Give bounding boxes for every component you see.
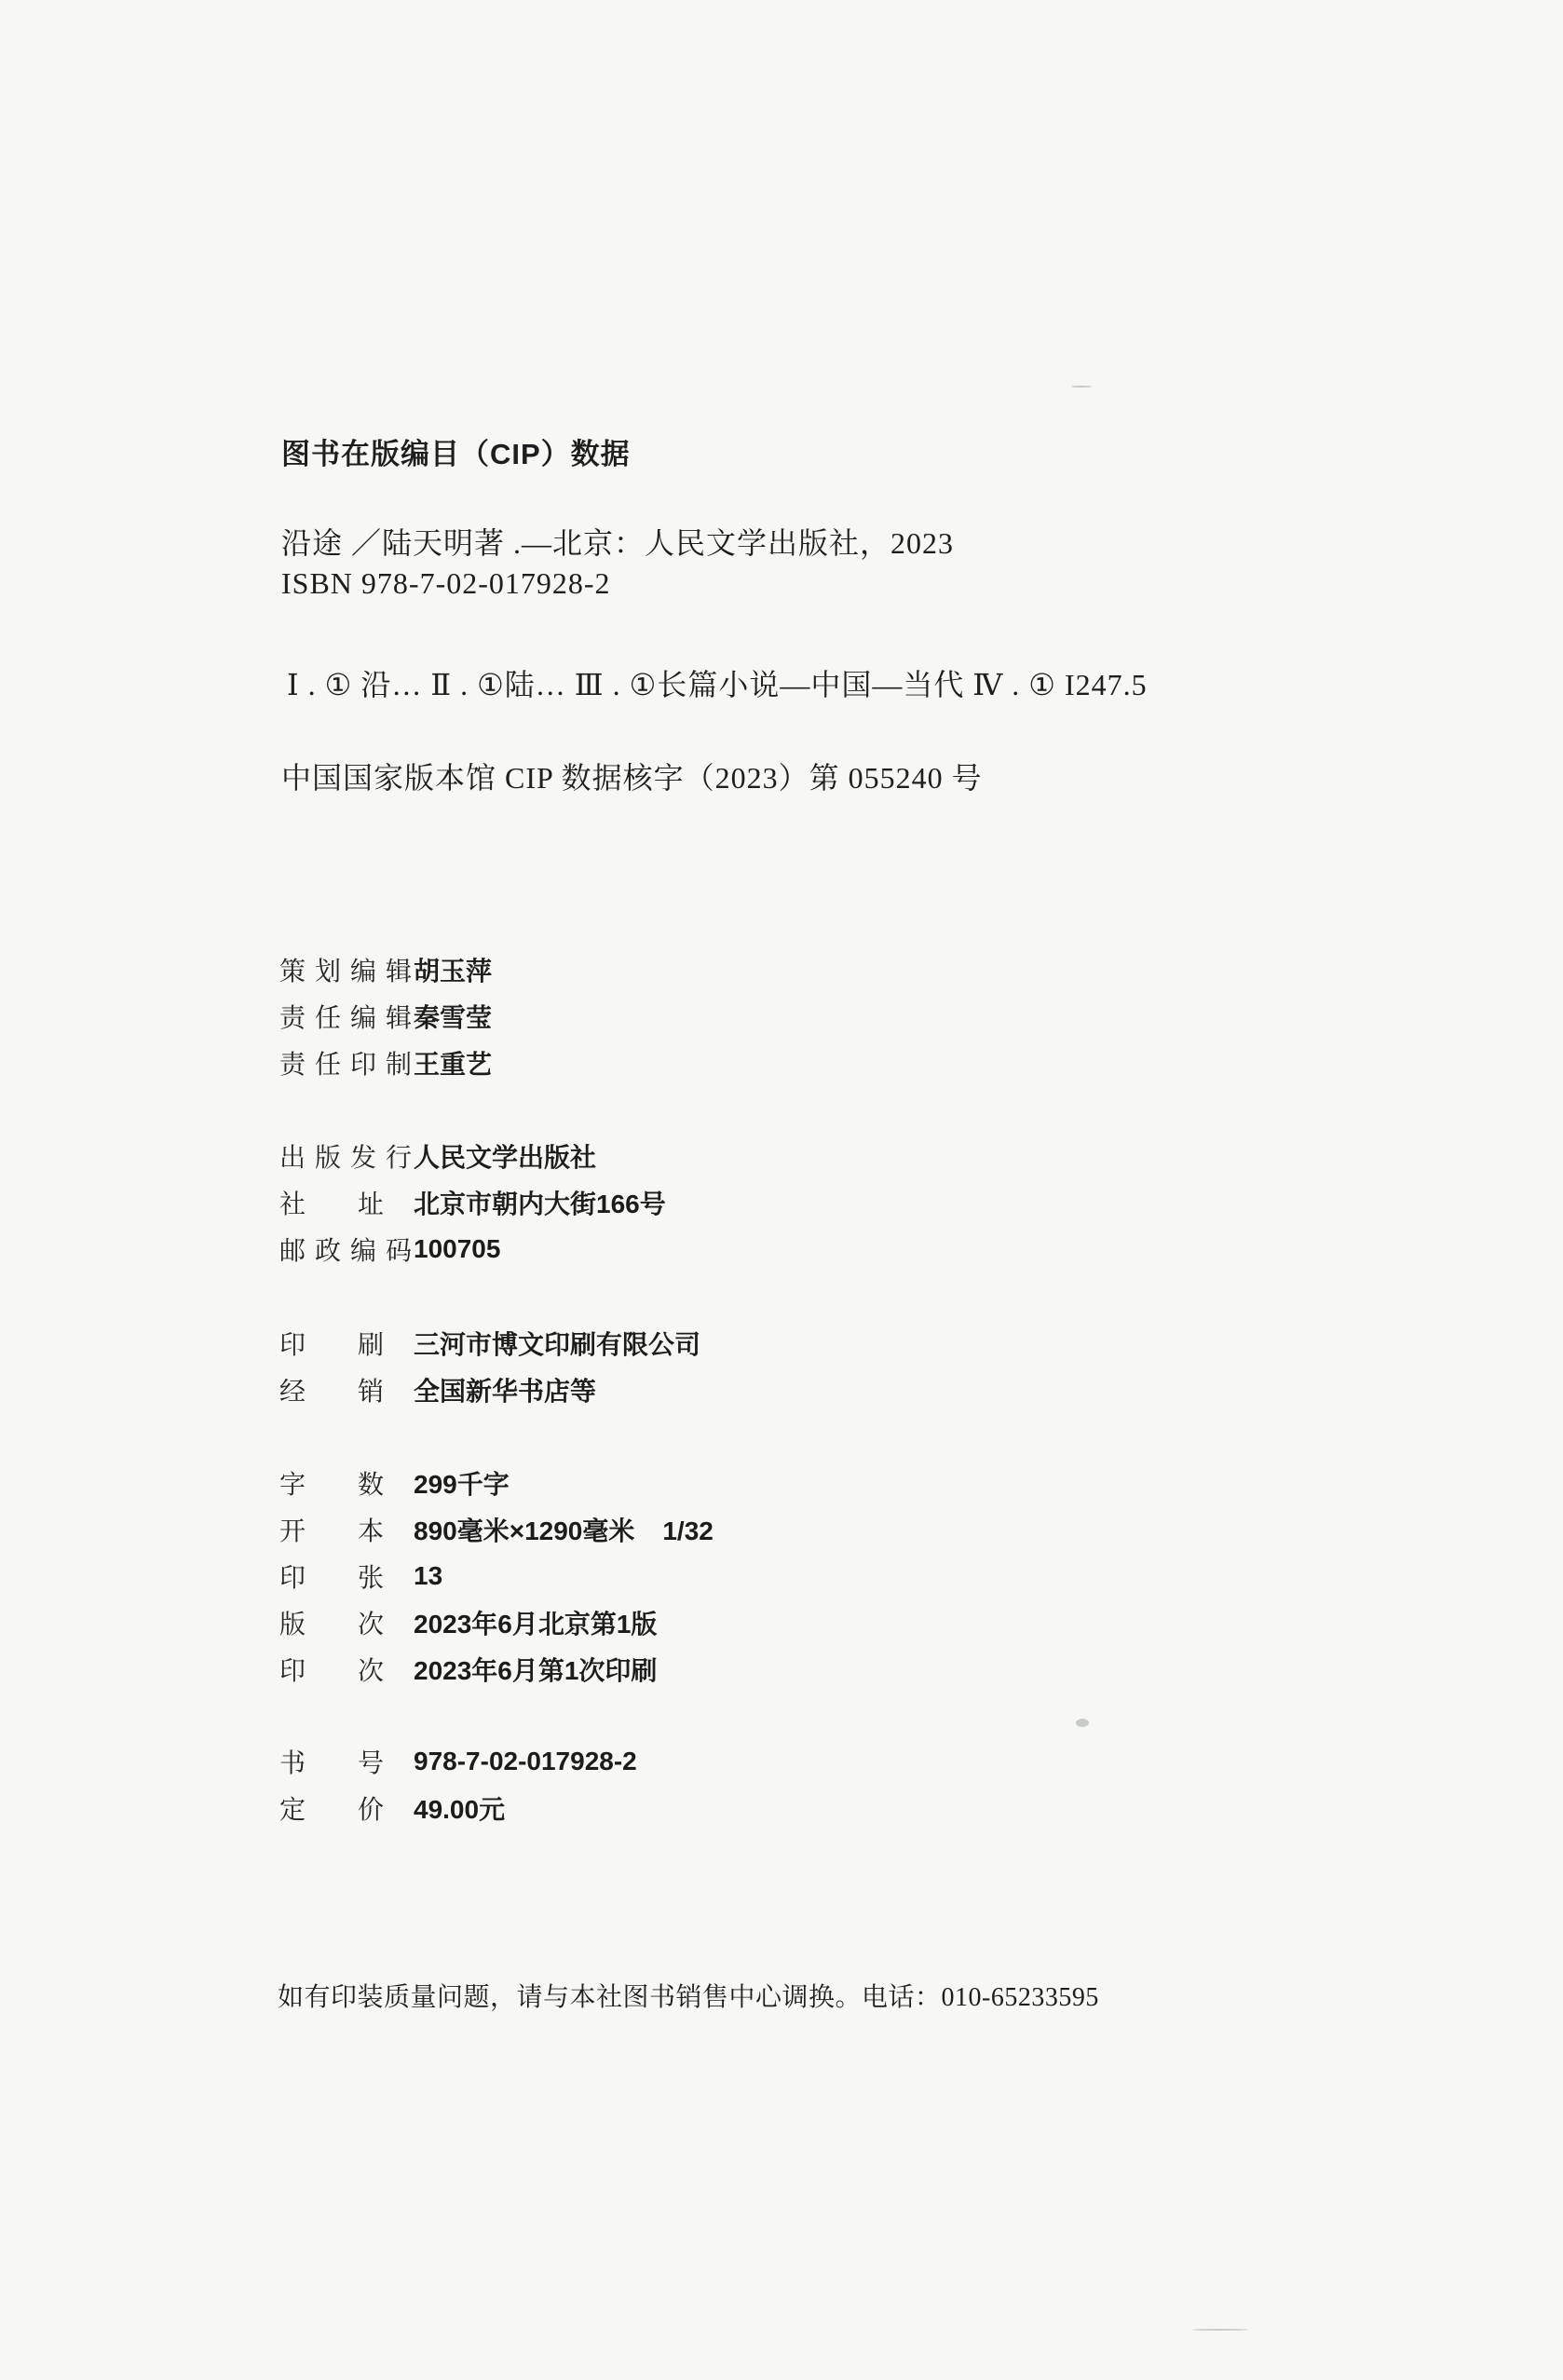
info-row [279, 1646, 1118, 1693]
label-char: 政 [314, 1237, 341, 1266]
label-char: 印 [279, 1331, 306, 1360]
label-char: 码 [385, 1237, 412, 1266]
info-value [414, 1789, 505, 1827]
info-row [279, 1040, 1118, 1086]
info-value-text: 秦雪莹 [414, 1003, 493, 1032]
label-char: 发 [349, 1144, 376, 1173]
info-value [414, 1325, 700, 1362]
specifications-section [279, 1460, 1118, 1693]
label-char: 出 [279, 1144, 306, 1173]
info-row [279, 993, 1118, 1040]
info-row [279, 1553, 1118, 1599]
publisher-section [279, 1133, 1118, 1272]
label-char: 编 [349, 958, 376, 986]
label-char: 印 [279, 1564, 306, 1593]
info-value-text: 胡玉萍 [414, 957, 493, 986]
cip-bibliographic-line: 沿途 ／陆天明著 .—北京：人民文学出版社，2023 [281, 526, 955, 560]
quality-notice: 如有印装质量问题，请与本社图书销售中心调换。电话：010-65233595 [278, 1983, 1099, 2012]
label-char: 辑 [385, 1004, 412, 1033]
info-value-extra: 1/32 [662, 1516, 714, 1545]
info-label [279, 1651, 384, 1688]
info-value [414, 1137, 596, 1175]
label-char: 责 [279, 1004, 306, 1033]
label-char: 张 [357, 1564, 384, 1593]
info-value-text: 2023年6月北京第1版 [414, 1610, 658, 1639]
info-label [279, 1184, 384, 1221]
label-char: 数 [357, 1471, 384, 1500]
info-row [279, 1460, 1118, 1506]
info-value-text: 人民文学出版社 [414, 1143, 597, 1172]
info-value-text: 13 [414, 1561, 443, 1590]
label-char: 任 [314, 1051, 341, 1080]
cip-record-number: 中国国家版本馆 CIP 数据核字（2023）第 055240 号 [281, 761, 983, 795]
info-value [414, 998, 492, 1035]
label-char: 价 [357, 1796, 384, 1825]
label-char: 址 [357, 1190, 384, 1219]
info-value-text: 2023年6月第1次印刷 [414, 1656, 658, 1685]
info-value-text: 北京市朝内大街166号 [414, 1190, 666, 1218]
info-value-text: 三河市博文印刷有限公司 [414, 1330, 701, 1359]
info-label [279, 1604, 384, 1641]
info-value-text: 890毫米×1290毫米 [414, 1516, 635, 1545]
info-row [279, 1506, 1118, 1553]
info-label [279, 1371, 384, 1408]
info-value [414, 1561, 442, 1591]
info-row [279, 1599, 1118, 1646]
label-char: 任 [314, 1004, 341, 1033]
paper-speck [1071, 386, 1092, 388]
label-char: 版 [314, 1144, 341, 1173]
info-row [279, 1320, 1118, 1367]
label-char: 辑 [385, 958, 412, 986]
cip-classification-line: Ⅰ . ① 沿… Ⅱ . ①陆… Ⅲ . ①长篇小说—中国—当代 Ⅳ . ① I247.5 [287, 668, 1148, 701]
label-char: 制 [385, 1051, 412, 1080]
info-value [414, 1234, 500, 1264]
info-value-text: 978-7-02-017928-2 [414, 1747, 637, 1775]
info-value [414, 1511, 714, 1548]
info-value [414, 1604, 657, 1641]
info-value-text: 299千字 [414, 1470, 510, 1499]
info-value-text: 王重艺 [414, 1050, 493, 1079]
info-row [279, 1179, 1118, 1226]
label-char: 责 [279, 1051, 306, 1080]
paper-speck [1192, 2329, 1248, 2331]
label-char: 开 [279, 1517, 306, 1546]
label-char: 次 [357, 1611, 384, 1639]
info-label [279, 1044, 412, 1081]
label-char: 社 [279, 1190, 306, 1219]
label-char: 策 [279, 958, 306, 986]
label-char: 行 [385, 1144, 412, 1173]
info-value [414, 1184, 666, 1221]
info-value [414, 1044, 492, 1081]
label-char: 号 [357, 1749, 384, 1778]
info-label [279, 1743, 384, 1780]
info-value-text: 49.00元 [414, 1795, 506, 1824]
info-row [279, 1133, 1118, 1179]
info-value [414, 1371, 596, 1408]
info-label [279, 1231, 412, 1268]
editors-section [279, 946, 1118, 1086]
info-value [414, 1464, 510, 1502]
cip-title: 图书在版编目（CIP）数据 [281, 438, 631, 470]
info-value [414, 951, 492, 988]
info-label [279, 951, 412, 988]
label-char: 印 [349, 1051, 376, 1080]
book-number-section [279, 1738, 1118, 1831]
printing-section [279, 1320, 1118, 1413]
label-char: 书 [279, 1749, 306, 1778]
info-label [279, 1137, 412, 1175]
label-char: 刷 [357, 1331, 384, 1360]
label-char: 编 [349, 1004, 376, 1033]
label-char: 销 [357, 1378, 384, 1407]
info-value-text: 100705 [414, 1234, 501, 1263]
info-label [279, 998, 412, 1035]
info-label [279, 1325, 384, 1362]
label-char: 版 [279, 1611, 306, 1639]
info-value [414, 1747, 637, 1776]
cip-isbn-line: ISBN 978-7-02-017928-2 [281, 566, 611, 600]
info-label [279, 1557, 384, 1595]
label-char: 次 [357, 1657, 384, 1686]
label-char: 经 [279, 1378, 306, 1407]
info-row [279, 1367, 1118, 1413]
info-row [279, 1738, 1118, 1785]
info-row [279, 1785, 1118, 1831]
info-label [279, 1789, 384, 1827]
label-char: 编 [349, 1237, 376, 1266]
info-label [279, 1511, 384, 1548]
info-row [279, 946, 1118, 993]
label-char: 字 [279, 1471, 306, 1500]
label-char: 本 [357, 1517, 384, 1546]
info-label [279, 1464, 384, 1502]
label-char: 定 [279, 1796, 306, 1825]
label-char: 划 [314, 958, 341, 986]
info-row [279, 1226, 1118, 1272]
paper-speck [1076, 1719, 1089, 1727]
info-value-text: 全国新华书店等 [414, 1377, 597, 1406]
label-char: 印 [279, 1657, 306, 1686]
info-value [414, 1651, 657, 1688]
label-char: 邮 [279, 1237, 306, 1266]
